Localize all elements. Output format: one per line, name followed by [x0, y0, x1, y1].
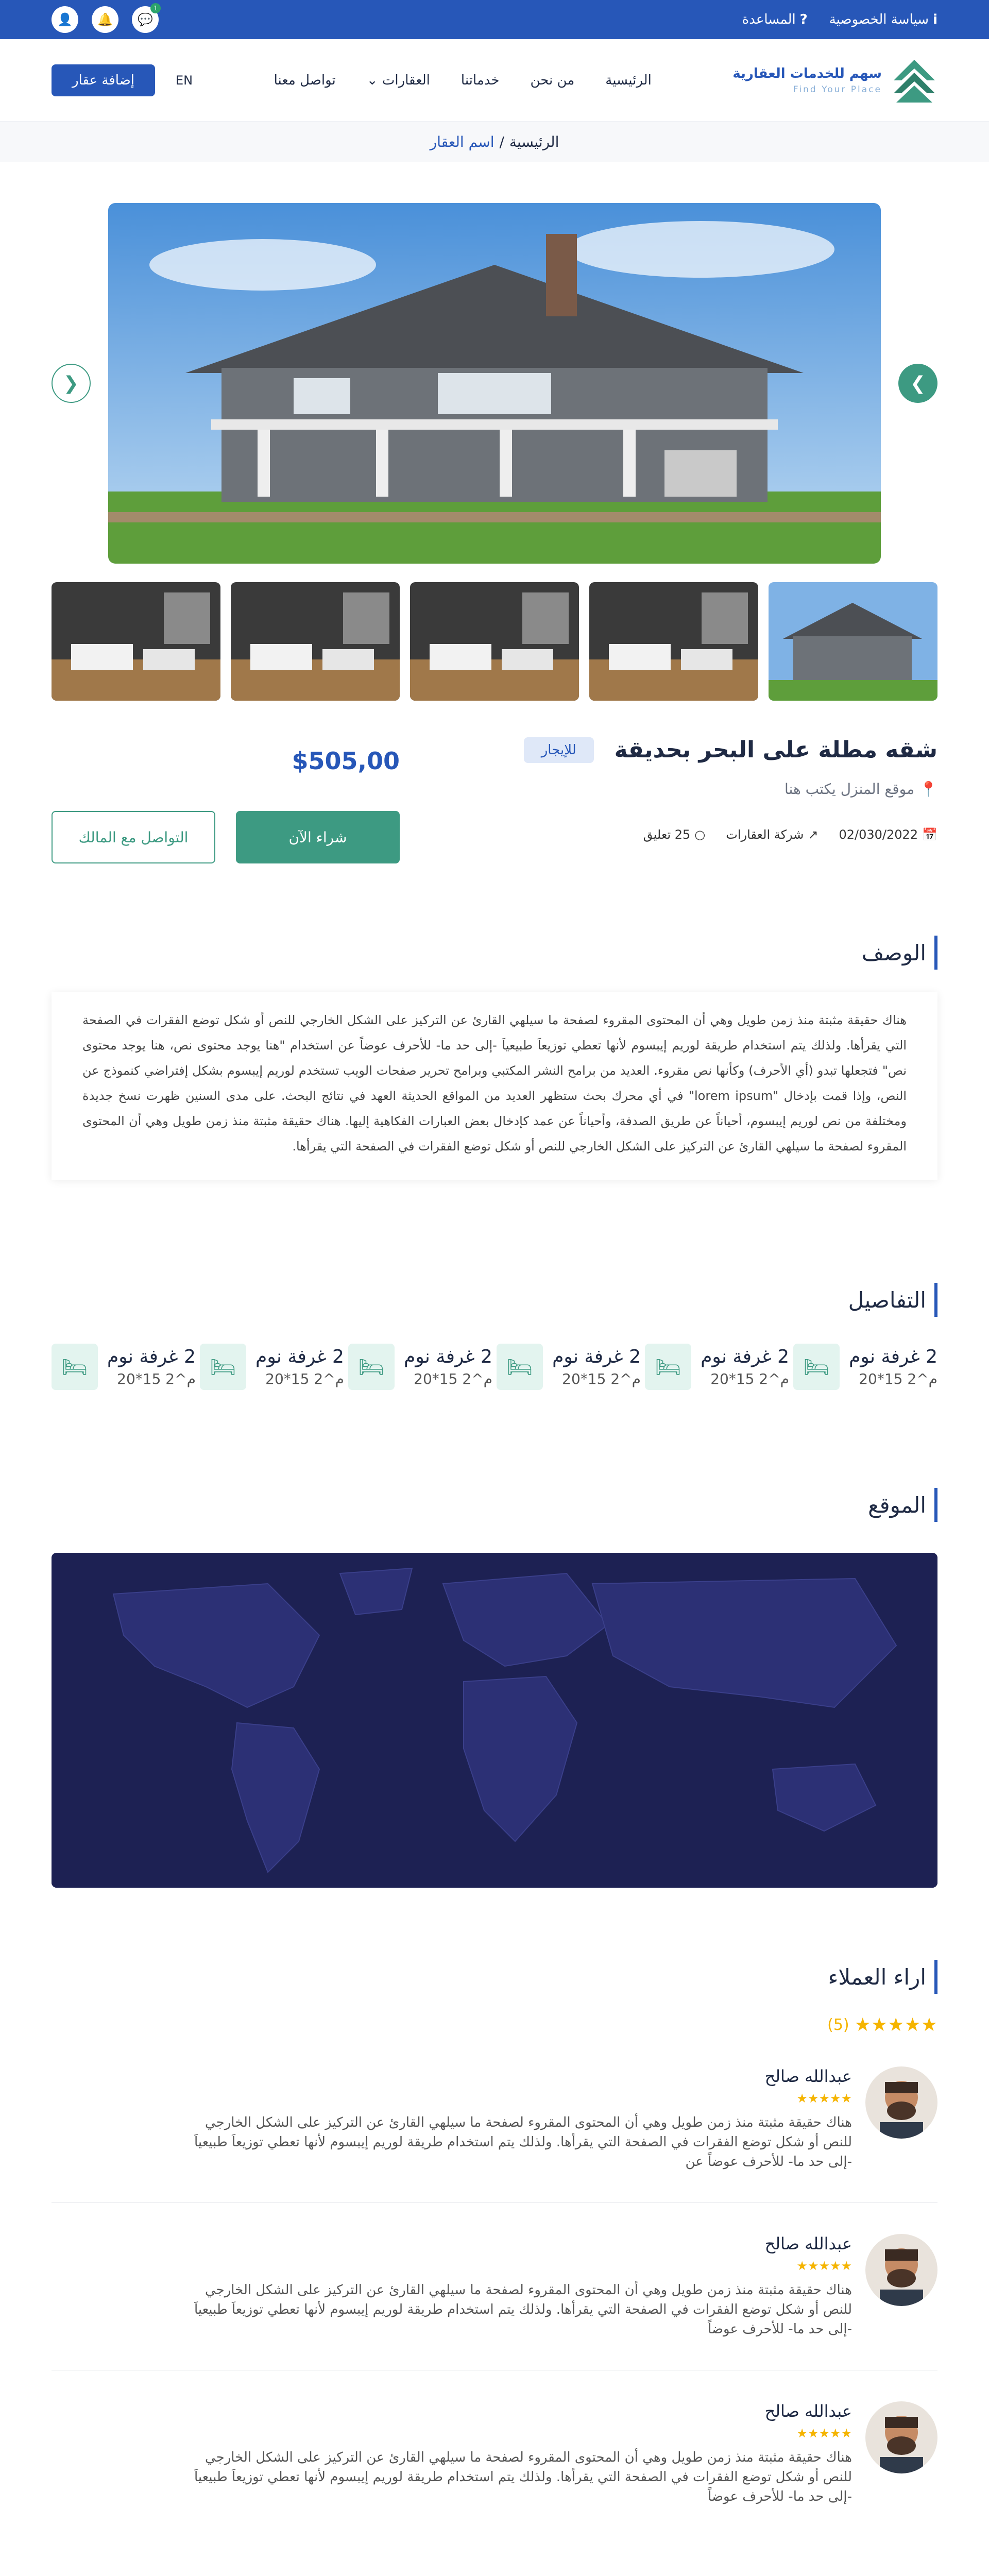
breadcrumb-current: اسم العقار	[430, 133, 494, 150]
bed-icon: 🛏	[645, 1344, 691, 1390]
location-pin-icon: 📍	[919, 781, 937, 798]
review-text: هناك حقيقة مثبتة منذ زمن طويل وهي أن المحتوى المقروء لصفحة ما سيلهي القارئ عن التركيز على الشكل الخارجي للنص أو شكل توضع الفقرات في الصفحة التي يقرأها. ولذلك يتم استخدام طريقة لوريم إيبسوم لأنها تعطي توزيعاَ طبيعياَ -إلى حد ما- للأحرف عوضاً	[194, 2450, 852, 2504]
location-map[interactable]	[52, 1553, 937, 1888]
chevron-down-icon: ⌄	[366, 72, 378, 88]
privacy-link[interactable]: i سياسة الخصوصية	[829, 12, 937, 27]
bed-icon: 🛏	[52, 1344, 98, 1390]
star-icons: ★★★★★	[854, 2014, 937, 2036]
notification-badge: 1	[150, 3, 161, 13]
reviews-title: اراء العملاء	[0, 1960, 989, 1994]
status-badge: للإيجار	[524, 737, 594, 763]
logo[interactable]	[732, 57, 937, 104]
logo-icon	[891, 57, 937, 104]
breadcrumb: الرئيسية / اسم العقار	[0, 122, 989, 162]
property-title: شقه مطلة على البحر بحديقة	[614, 737, 937, 763]
property-info	[0, 737, 989, 863]
thumbnail-image[interactable]	[52, 582, 220, 701]
contact-owner-button[interactable]: التواصل مع المالك	[52, 811, 215, 863]
main-property-image	[108, 203, 881, 564]
review-item	[52, 2203, 937, 2370]
next-image-button[interactable]: ❯	[898, 364, 937, 403]
review-item	[52, 2370, 937, 2537]
thumbnail-strip	[0, 582, 989, 701]
nav-about[interactable]: من نحن	[530, 72, 575, 88]
avatar	[865, 2234, 937, 2306]
calendar-icon: 📅	[922, 827, 937, 842]
comments-meta[interactable]: ○ 25 تعليق	[643, 827, 706, 842]
info-icon: i	[933, 12, 937, 27]
star-icons: ★★★★★	[796, 2259, 852, 2273]
prev-image-button[interactable]: ❮	[52, 364, 91, 403]
avatar	[865, 2401, 937, 2473]
details-list	[0, 1344, 989, 1390]
location-title: الموقع	[0, 1488, 989, 1522]
question-icon: ?	[799, 12, 808, 27]
detail-item: 2 غرفة نوم 20*15 م^2 🛏	[52, 1344, 196, 1390]
detail-item: 2 غرفة نوم 20*15 م^2 🛏	[497, 1344, 641, 1390]
bed-icon: 🛏	[497, 1344, 543, 1390]
star-icons: ★★★★★	[796, 2091, 852, 2106]
bell-icon[interactable]: 🔔	[92, 6, 118, 33]
bed-icon: 🛏	[200, 1344, 246, 1390]
property-gallery	[0, 203, 989, 564]
link-icon: ↗	[808, 827, 819, 842]
property-price: $505,00	[292, 747, 400, 775]
reviewer-name: عبدالله صالح	[764, 2066, 852, 2086]
bed-icon: 🛏	[348, 1344, 395, 1390]
review-text: هناك حقيقة مثبتة منذ زمن طويل وهي أن المحتوى المقروء لصفحة ما سيلهي القارئ عن التركيز على الشكل الخارجي للنص أو شكل توضع الفقرات في الصفحة التي يقرأها. ولذلك يتم استخدام طريقة لوريم إيبسوم لأنها تعطي توزيعاَ طبيعياَ -إلى حد ما- للأحرف عوضاً عن	[194, 2115, 852, 2170]
detail-item: 2 غرفة نوم 20*15 م^2 🛏	[793, 1344, 937, 1390]
detail-item: 2 غرفة نوم 20*15 م^2 🛏	[645, 1344, 789, 1390]
review-item	[52, 2036, 937, 2203]
review-text: هناك حقيقة مثبتة منذ زمن طويل وهي أن المحتوى المقروء لصفحة ما سيلهي القارئ عن التركيز على الشكل الخارجي للنص أو شكل توضع الفقرات في الصفحة التي يقرأها. ولذلك يتم استخدام طريقة لوريم إيبسوم لأنها تعطي توزيعاَ طبيعياَ -إلى حد ما- للأحرف عوضاً	[194, 2282, 852, 2337]
buy-now-button[interactable]: شراء الآن	[236, 811, 400, 863]
language-switch[interactable]: EN	[176, 73, 193, 88]
nav-contact[interactable]: تواصل معنا	[274, 72, 336, 88]
property-meta	[524, 827, 937, 842]
top-links	[742, 12, 937, 27]
user-icons	[52, 6, 159, 33]
reviewer-name: عبدالله صالح	[764, 2234, 852, 2253]
date-meta: 📅 02/030/2022	[839, 827, 937, 842]
add-property-button[interactable]: إضافة عقار	[52, 64, 155, 96]
main-header	[0, 39, 989, 122]
help-link[interactable]: ? المساعدة	[742, 12, 808, 27]
nav-services[interactable]: خدماتنا	[461, 72, 500, 88]
logo-subtitle: Find Your Place	[793, 84, 882, 95]
bed-icon: 🛏	[793, 1344, 840, 1390]
reviewer-name: عبدالله صالح	[764, 2401, 852, 2421]
property-location: 📍 موقع المنزل يكتب هنا	[784, 781, 937, 798]
comment-icon: ○	[694, 827, 706, 842]
chat-icon[interactable]: 💬 1	[132, 6, 159, 33]
detail-item: 2 غرفة نوم 20*15 م^2 🛏	[348, 1344, 492, 1390]
details-title: التفاصيل	[0, 1283, 989, 1317]
thumbnail-image[interactable]	[231, 582, 400, 701]
breadcrumb-home[interactable]: الرئيسية	[509, 133, 559, 150]
description-text: هناك حقيقة مثبتة منذ زمن طويل وهي أن المحتوى المقروء لصفحة ما سيلهي القارئ عن التركيز على الشكل الخارجي للنص أو شكل توضع الفقرات في الصفحة التي يقرأها. ولذلك يتم استخدام طريقة لوريم إيبسوم لأنها تعطي توزيعاَ طبيعياَ -إلى حد ما- للأحرف عوضاً عن استخدام "هنا يوجد محتوى نص، هنا يوجد محتوى نص" فتجعلها تبدو (أي الأحرف) وكأنها نص مقروء. العديد من برامح النشر المكتبي وبرامح تحرير صفحات الويب تستخدم لوريم إيبسوم بشكل إفتراضي كنموذج عن النص، وإذا قمت بإدخال "lorem ipsum" في أي محرك بحث ستظهر العديد من المواقع الحديثة العهد في نتائج البحث. على مدى السنين ظهرت نسخ جديدة ومختلفة من نص لوريم إيبسوم، أحياناً عن طريق الصدفة، وأحياناً عن عمد كإدخال بعض العبارات الفكاهية إليها. هناك حقيقة مثبتة منذ زمن طويل وهي أن المحتوى المقروء لصفحة ما سيلهي القارئ عن التركيز على الشكل الخارجي للنص أو شكل توضع الفقرات في الصفحة التي يقرأها.	[52, 992, 937, 1180]
thumbnail-image[interactable]	[589, 582, 758, 701]
nav-home[interactable]: الرئيسية	[605, 72, 652, 88]
avatar	[865, 2066, 937, 2139]
top-bar	[0, 0, 989, 39]
star-icons: ★★★★★	[796, 2426, 852, 2441]
thumbnail-image[interactable]	[769, 582, 937, 701]
overall-rating: ★★★★★ (5)	[827, 2014, 937, 2036]
main-nav	[274, 73, 652, 88]
detail-item: 2 غرفة نوم 20*15 م^2 🛏	[200, 1344, 344, 1390]
thumbnail-image[interactable]	[410, 582, 579, 701]
user-icon[interactable]: 👤	[52, 6, 78, 33]
logo-title: سهم للخدمات العقارية	[732, 65, 882, 81]
description-title: الوصف	[0, 936, 989, 970]
nav-properties[interactable]: العقارات ⌄	[366, 72, 430, 88]
company-meta[interactable]: ↗ شركة العقارات	[726, 827, 819, 842]
